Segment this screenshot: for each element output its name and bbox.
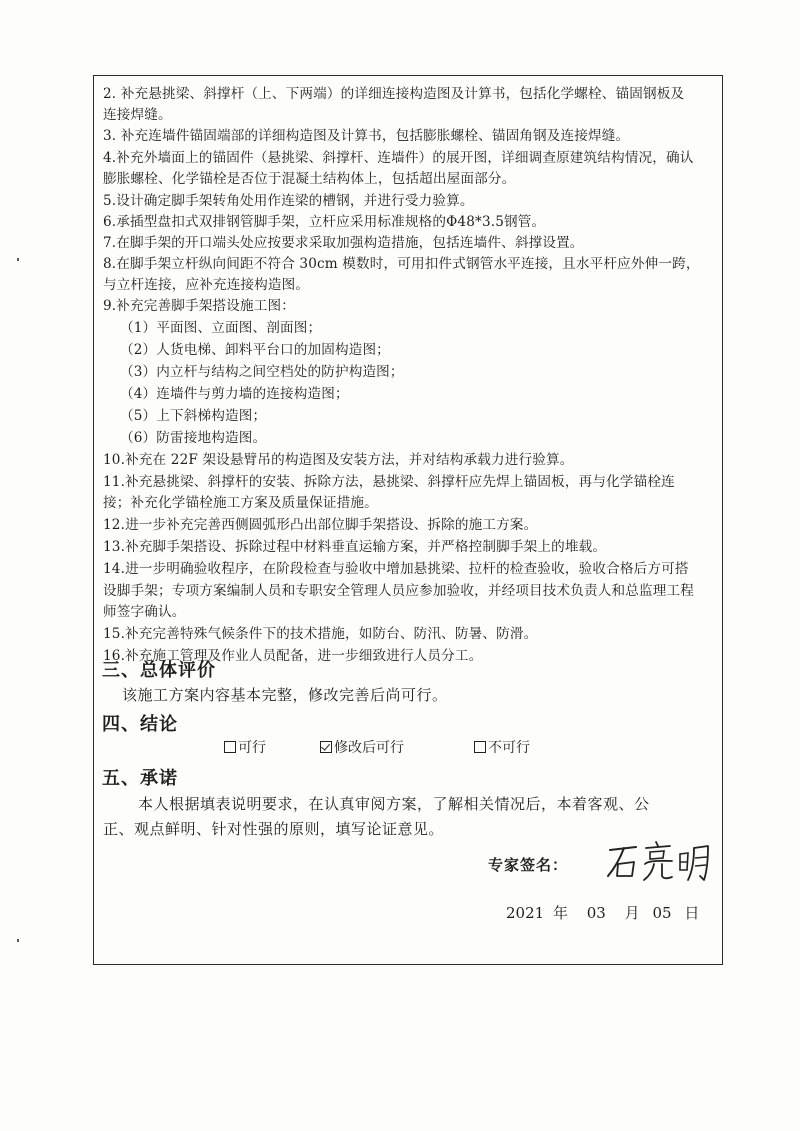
conclusion-options <box>224 737 544 757</box>
list-item: 15.补充完善特殊气候条件下的技术措施，如防台、防汛、防暑、防滑。 <box>103 626 538 642</box>
list-subitem: （3）内立杆与结构之间空档处的防护构造图； <box>120 364 404 380</box>
section-heading-conclusion: 四、结论 <box>102 714 178 735</box>
list-item: 连接焊缝。 <box>103 107 172 123</box>
option-not-feasible-label: 不可行 <box>488 740 530 756</box>
checkbox-feasible[interactable] <box>224 741 236 753</box>
list-item: 10.补充在 22F 架设悬臂吊的构造图及安装方法，并对结构承载力进行验算。 <box>103 452 574 468</box>
option-feasible[interactable] <box>224 737 266 757</box>
scan-mark <box>17 258 19 261</box>
evaluation-text: 该施工方案内容基本完整，修改完善后尚可行。 <box>122 686 448 704</box>
date-day: 05 <box>652 904 672 922</box>
list-item: 6.承插型盘扣式双排钢管脚手架，立杆应采用标准规格的Φ48*3.5钢管。 <box>103 214 546 230</box>
list-subitem: （2）人货电梯、卸料平台口的加固构造图； <box>120 342 390 358</box>
list-item: 与立杆连接，应补充连接构造图。 <box>103 277 310 293</box>
list-item: 设脚手架；专项方案编制人员和专职安全管理人员应参加验收，并经项目技术负责人和总监理工程 <box>103 583 694 599</box>
list-item: 9.补充完善脚手架搭设施工图： <box>103 298 295 314</box>
date-day-unit: 日 <box>684 904 700 922</box>
signature-label: 专家签名： <box>488 856 569 874</box>
list-subitem: （1）平面图、立面图、剖面图； <box>120 320 322 336</box>
list-item: 接；补充化学锚栓施工方案及质量保证措施。 <box>103 495 378 511</box>
review-form-frame <box>93 75 723 965</box>
list-subitem: （6）防雷接地构造图。 <box>120 430 267 446</box>
list-item: 12.进一步补充完善西侧圆弧形凸出部位脚手架搭设、拆除的施工方案。 <box>103 517 538 533</box>
section-heading-commitment: 五、承诺 <box>102 768 178 789</box>
list-item: 2. 补充悬挑梁、斜撑杆（上、下两端）的详细连接构造图及计算书，包括化学螺栓、锚固钢板及 <box>103 86 685 102</box>
list-item: 5.设计确定脚手架转角处用作连梁的槽钢，并进行受力验算。 <box>103 193 474 209</box>
list-item: 11.补充悬挑梁、斜撑杆的安装、拆除方法，悬挑梁、斜撑杆应先焊上锚固板，再与化学锚栓连 <box>103 474 675 490</box>
commitment-line-1: 本人根据填表说明要求，在认真审阅方案，了解相关情况后，本着客观、公 <box>138 795 650 813</box>
date-year-unit: 年 <box>552 904 568 922</box>
date-year: 2021 <box>506 904 545 922</box>
option-not-feasible[interactable] <box>474 737 530 757</box>
option-feasible-label: 可行 <box>238 740 266 756</box>
date-month-unit: 月 <box>624 904 640 922</box>
option-feasible-after-revision-label: 修改后可行 <box>334 740 404 756</box>
list-item: 16.补充施工管理及作业人员配备，进一步细致进行人员分工。 <box>103 648 483 664</box>
section-heading-evaluation: 三、总体评价 <box>102 660 216 681</box>
list-item: 师签字确认。 <box>103 604 186 620</box>
list-item: 3. 补充连墙件锚固端部的详细构造图及计算书，包括膨胀螺栓、锚固角钢及连接焊缝。 <box>103 128 630 144</box>
option-feasible-after-revision[interactable] <box>320 737 404 757</box>
signature-date <box>506 902 699 923</box>
list-item: 膨胀螺栓、化学锚栓是否位于混凝土结构体上，包括超出屋面部分。 <box>103 171 516 187</box>
scan-mark <box>17 939 19 942</box>
handwritten-signature <box>604 838 714 886</box>
list-item: 13.补充脚手架搭设、拆除过程中材料垂直运输方案，并严格控制脚手架上的堆载。 <box>103 539 607 555</box>
list-item: 8.在脚手架立杆纵向间距不符合 30cm 模数时，可用扣件式钢管水平连接，且水平杆应外伸一跨， <box>103 256 700 272</box>
list-item: 14.进一步明确验收程序，在阶段检查与验收中增加悬挑梁、拉杆的检查验收，验收合格后方可搭 <box>103 561 689 577</box>
list-subitem: （4）连墙件与剪力墙的连接构造图； <box>120 386 349 402</box>
list-item: 4.补充外墙面上的锚固件（悬挑梁、斜撑杆、连墙件）的展开图，详细调查原建筑结构情况，确认 <box>103 150 694 166</box>
checkbox-feasible-after-revision[interactable] <box>320 741 332 753</box>
commitment-line-2: 正、观点鲜明、针对性强的原则，填写论证意见。 <box>103 820 445 838</box>
checkbox-not-feasible[interactable] <box>474 741 486 753</box>
date-month: 03 <box>586 904 606 922</box>
list-subitem: （5）上下斜梯构造图； <box>120 408 267 424</box>
list-item: 7.在脚手架的开口端头处应按要求采取加强构造措施，包括连墙件、斜撑设置。 <box>103 235 584 251</box>
